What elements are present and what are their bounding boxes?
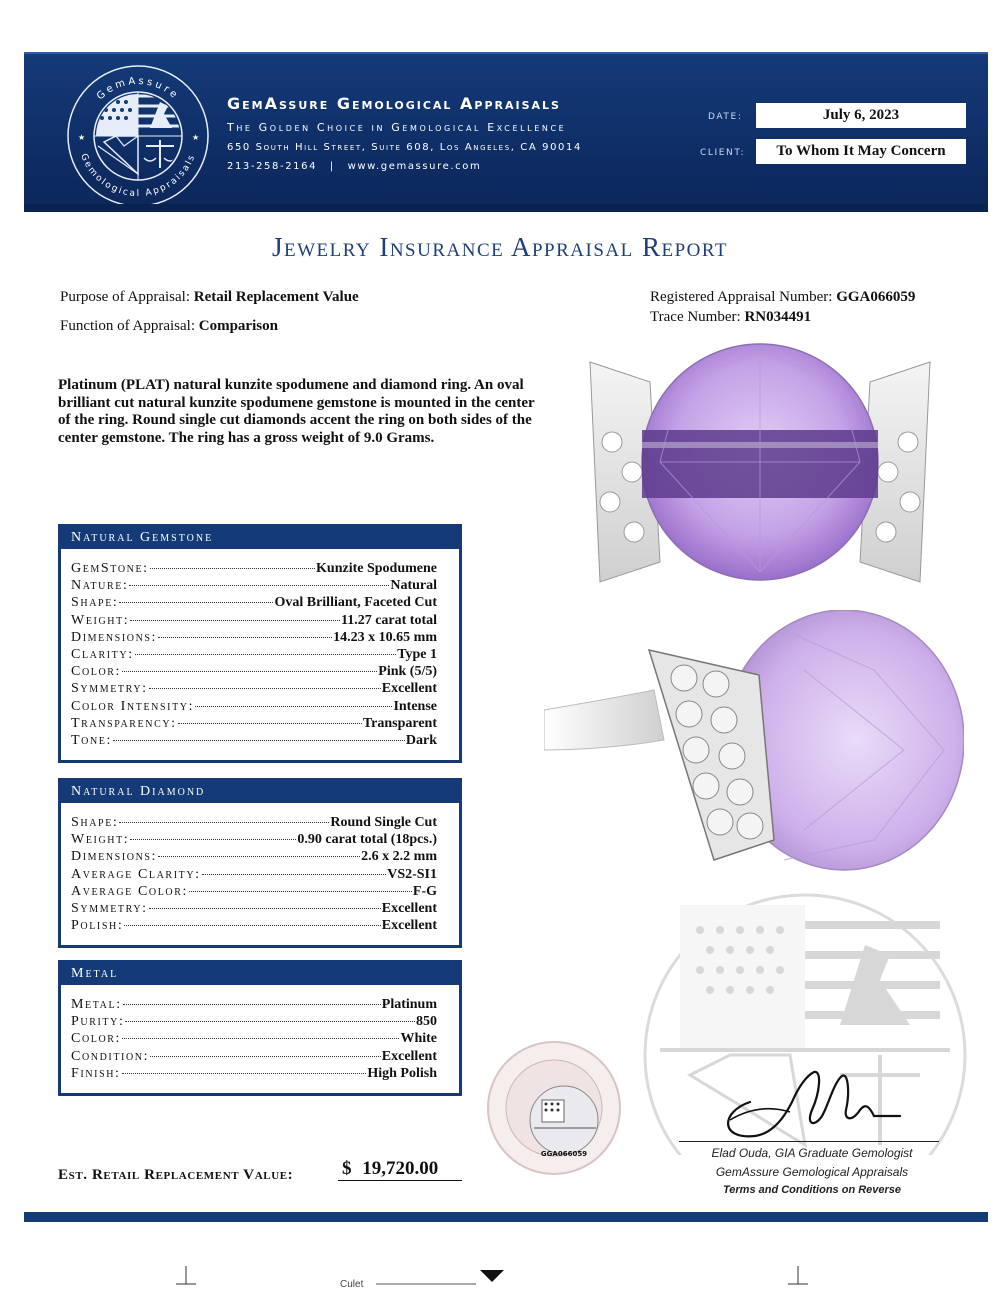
diamond-row-value: VS2-SI1	[387, 866, 437, 882]
terms-link[interactable]: Terms and Conditions on Reverse	[722, 1184, 902, 1196]
diamond-row-label: Dimensions:	[71, 849, 158, 865]
contact-separator: |	[329, 161, 335, 172]
leader-dots	[119, 602, 273, 603]
registered-value: GGA066059	[836, 289, 916, 305]
leader-dots	[129, 585, 389, 586]
diamond-row-label: Symmetry:	[71, 900, 148, 916]
gemstone-row	[71, 664, 437, 681]
gemstone-row	[71, 733, 437, 750]
registered-label: Registered Appraisal Number:	[650, 289, 833, 305]
gemstone-row-value: 11.27 carat total	[340, 612, 437, 628]
gemstone-row	[71, 647, 437, 664]
ring-photo-side	[544, 610, 964, 880]
svg-text:★: ★	[192, 133, 200, 142]
metal-row-label: Purity:	[71, 1014, 125, 1030]
header-band	[24, 52, 988, 212]
culet-indicator-icon	[376, 1266, 516, 1290]
metal-row	[71, 1014, 437, 1031]
crop-mark-left-icon	[176, 1266, 196, 1286]
diamond-row-label: Average Clarity:	[71, 866, 201, 882]
registered-appraisal-number	[650, 289, 915, 306]
metal-row-label: Finish:	[71, 1065, 121, 1081]
leader-dots	[178, 723, 362, 724]
leader-dots	[195, 706, 392, 707]
leader-dots	[125, 1021, 415, 1022]
gemassure-logo	[64, 62, 212, 210]
metal-table	[58, 960, 462, 1096]
gemstone-row	[71, 630, 437, 647]
report-title: Jewelry Insurance Appraisal Report	[271, 232, 729, 262]
function-value: Comparison	[198, 318, 278, 334]
diamond-row-value: Excellent	[381, 900, 437, 916]
culet-label: Culet	[340, 1279, 364, 1290]
diamond-row	[71, 832, 437, 849]
trace-label: Trace Number:	[650, 309, 741, 325]
gemstone-row-label: Color:	[71, 664, 122, 680]
appraiser-company: GemAssure Gemological Appraisals	[715, 1165, 909, 1179]
gemstone-row-value: Oval Brilliant, Faceted Cut	[274, 595, 437, 611]
diamond-row-label: Polish:	[71, 918, 124, 934]
company-phone: 213-258-2164	[227, 161, 318, 172]
metal-row-value: White	[400, 1031, 437, 1047]
company-contact	[227, 161, 582, 172]
diamond-row-value: F-G	[412, 883, 437, 899]
diamond-row	[71, 884, 437, 901]
gemstone-row-label: Dimensions:	[71, 629, 158, 645]
diamond-row	[71, 867, 437, 884]
gemstone-row-label: Clarity:	[71, 646, 134, 662]
metal-row	[71, 1049, 437, 1066]
leader-dots	[119, 822, 329, 823]
diamond-row	[71, 815, 437, 832]
gemstone-row-label: Color Intensity:	[71, 698, 195, 714]
gemstone-row-value: Kunzite Spodumene	[316, 561, 437, 576]
appraiser-name: Elad Ouda, GIA Graduate Gemologist	[711, 1146, 913, 1160]
gemstone-row-label: Transparency:	[71, 715, 177, 731]
svg-text:Gemological Appraisals: Gemological Appraisals	[78, 152, 198, 200]
gemstone-row	[71, 681, 437, 698]
metal-row-value: 850	[416, 1014, 437, 1030]
diamond-row-label: Shape:	[71, 815, 119, 830]
company-address: 650 South Hill Street, Suite 608, Los Angeles, CA 90014	[227, 142, 582, 153]
natural-diamond-heading: Natural Diamond	[61, 781, 459, 803]
leader-dots	[130, 839, 296, 840]
crop-mark-right-icon	[788, 1266, 808, 1286]
item-description: Platinum (PLAT) natural kunzite spodumene and diamond ring. An oval brilliant cut natural kunzite spodumene gemstone is mounted in the center of the ring. Round single cut diamonds accent the ring on both sides of the center gemstone. The ring has a gross weight of 9.0 Grams.	[58, 377, 535, 446]
gemstone-row	[71, 595, 437, 612]
leader-dots	[122, 671, 377, 672]
metal-row-value: Excellent	[381, 1048, 437, 1064]
embossed-seal-icon	[484, 1038, 624, 1178]
gemstone-row-label: Symmetry:	[71, 681, 148, 697]
diamond-row-value: Round Single Cut	[330, 815, 437, 830]
svg-text:★: ★	[78, 133, 86, 142]
gemstone-row-label: Nature:	[71, 578, 129, 594]
seal-number: GGA066059	[540, 1150, 588, 1158]
purpose-value: Retail Replacement Value	[193, 289, 359, 305]
leader-dots	[149, 908, 381, 909]
leader-dots	[135, 654, 396, 655]
leader-dots	[130, 620, 340, 621]
purpose-of-appraisal	[60, 289, 359, 306]
svg-text:GemAssure: GemAssure	[94, 75, 182, 103]
natural-gemstone-table	[58, 524, 462, 763]
leader-dots	[149, 688, 381, 689]
leader-dots	[158, 856, 360, 857]
diamond-row-value: 2.6 x 2.2 mm	[361, 849, 437, 865]
company-name: GemAssure Gemological Appraisals	[227, 94, 561, 113]
leader-dots	[189, 891, 412, 892]
amount-value: 19,720.00	[362, 1158, 439, 1179]
signature-drawing	[710, 1062, 910, 1144]
metal-row	[71, 997, 437, 1014]
function-label: Function of Appraisal:	[60, 318, 195, 334]
metal-row-label: Color:	[71, 1031, 122, 1047]
company-website: www.gemassure.com	[347, 161, 482, 172]
currency-symbol: $	[342, 1158, 352, 1179]
gemstone-row	[71, 699, 437, 716]
company-block	[227, 94, 582, 172]
metal-row	[71, 1031, 437, 1048]
natural-gemstone-heading: Natural Gemstone	[61, 527, 459, 549]
leader-dots	[123, 1004, 381, 1005]
footer-bar	[24, 1212, 988, 1222]
gemstone-row	[71, 716, 437, 733]
diamond-row	[71, 918, 437, 935]
natural-gemstone-rows	[61, 549, 459, 760]
diamond-row	[71, 849, 437, 866]
replacement-value-amount	[338, 1158, 462, 1181]
gemstone-row-value: Natural	[390, 578, 437, 594]
date-label: DATE:	[708, 112, 743, 122]
leader-dots	[122, 1038, 399, 1039]
gemstone-row-label: Tone:	[71, 732, 112, 748]
diamond-row-label: Average Color:	[71, 883, 189, 899]
metal-row	[71, 1066, 437, 1083]
leader-dots	[150, 1056, 381, 1057]
ring-photo-top	[560, 342, 960, 592]
gemstone-row	[71, 561, 437, 578]
trace-value: RN034491	[744, 309, 812, 325]
gemstone-row-value: Dark	[405, 732, 437, 748]
gemstone-row-label: Weight:	[71, 612, 130, 628]
leader-dots	[158, 637, 332, 638]
gemstone-row-value: Excellent	[381, 681, 437, 697]
leader-dots	[150, 568, 315, 569]
signature-line	[679, 1141, 939, 1142]
client-value: To Whom It May Concern	[756, 139, 966, 164]
gemstone-row-label: Shape:	[71, 595, 119, 611]
purpose-label: Purpose of Appraisal:	[60, 289, 190, 305]
replacement-value-label: Est. Retail Replacement Value:	[58, 1167, 294, 1183]
metal-row-label: Condition:	[71, 1048, 150, 1064]
metal-heading: Metal	[61, 963, 459, 985]
date-value: July 6, 2023	[756, 103, 966, 128]
gemstone-row-value: Transparent	[362, 715, 437, 731]
diamond-row	[71, 901, 437, 918]
gemstone-row	[71, 613, 437, 630]
leader-dots	[202, 874, 387, 875]
leader-dots	[113, 740, 405, 741]
leader-dots	[122, 1073, 367, 1074]
gemstone-row-value: Pink (5/5)	[378, 664, 437, 680]
natural-diamond-table	[58, 778, 462, 948]
metal-row-value: Platinum	[381, 997, 437, 1012]
trace-number	[650, 309, 811, 326]
function-of-appraisal	[60, 318, 278, 335]
gemstone-row	[71, 578, 437, 595]
leader-dots	[124, 925, 380, 926]
diamond-row-value: Excellent	[381, 918, 437, 934]
diamond-row-label: Weight:	[71, 832, 130, 848]
metal-row-value: High Polish	[367, 1065, 437, 1081]
metal-row-label: Metal:	[71, 997, 122, 1012]
gemstone-row-value: Intense	[393, 698, 437, 714]
metal-rows	[61, 985, 459, 1093]
natural-diamond-rows	[61, 803, 459, 945]
gemstone-row-value: 14.23 x 10.65 mm	[333, 629, 437, 645]
client-label: CLIENT:	[700, 148, 746, 158]
diamond-row-value: 0.90 carat total (18pcs.)	[297, 832, 437, 848]
company-tagline: The Golden Choice in Gemological Excellence	[227, 121, 567, 134]
gemstone-row-value: Type 1	[397, 646, 437, 662]
gemstone-row-label: GemStone:	[71, 561, 149, 576]
